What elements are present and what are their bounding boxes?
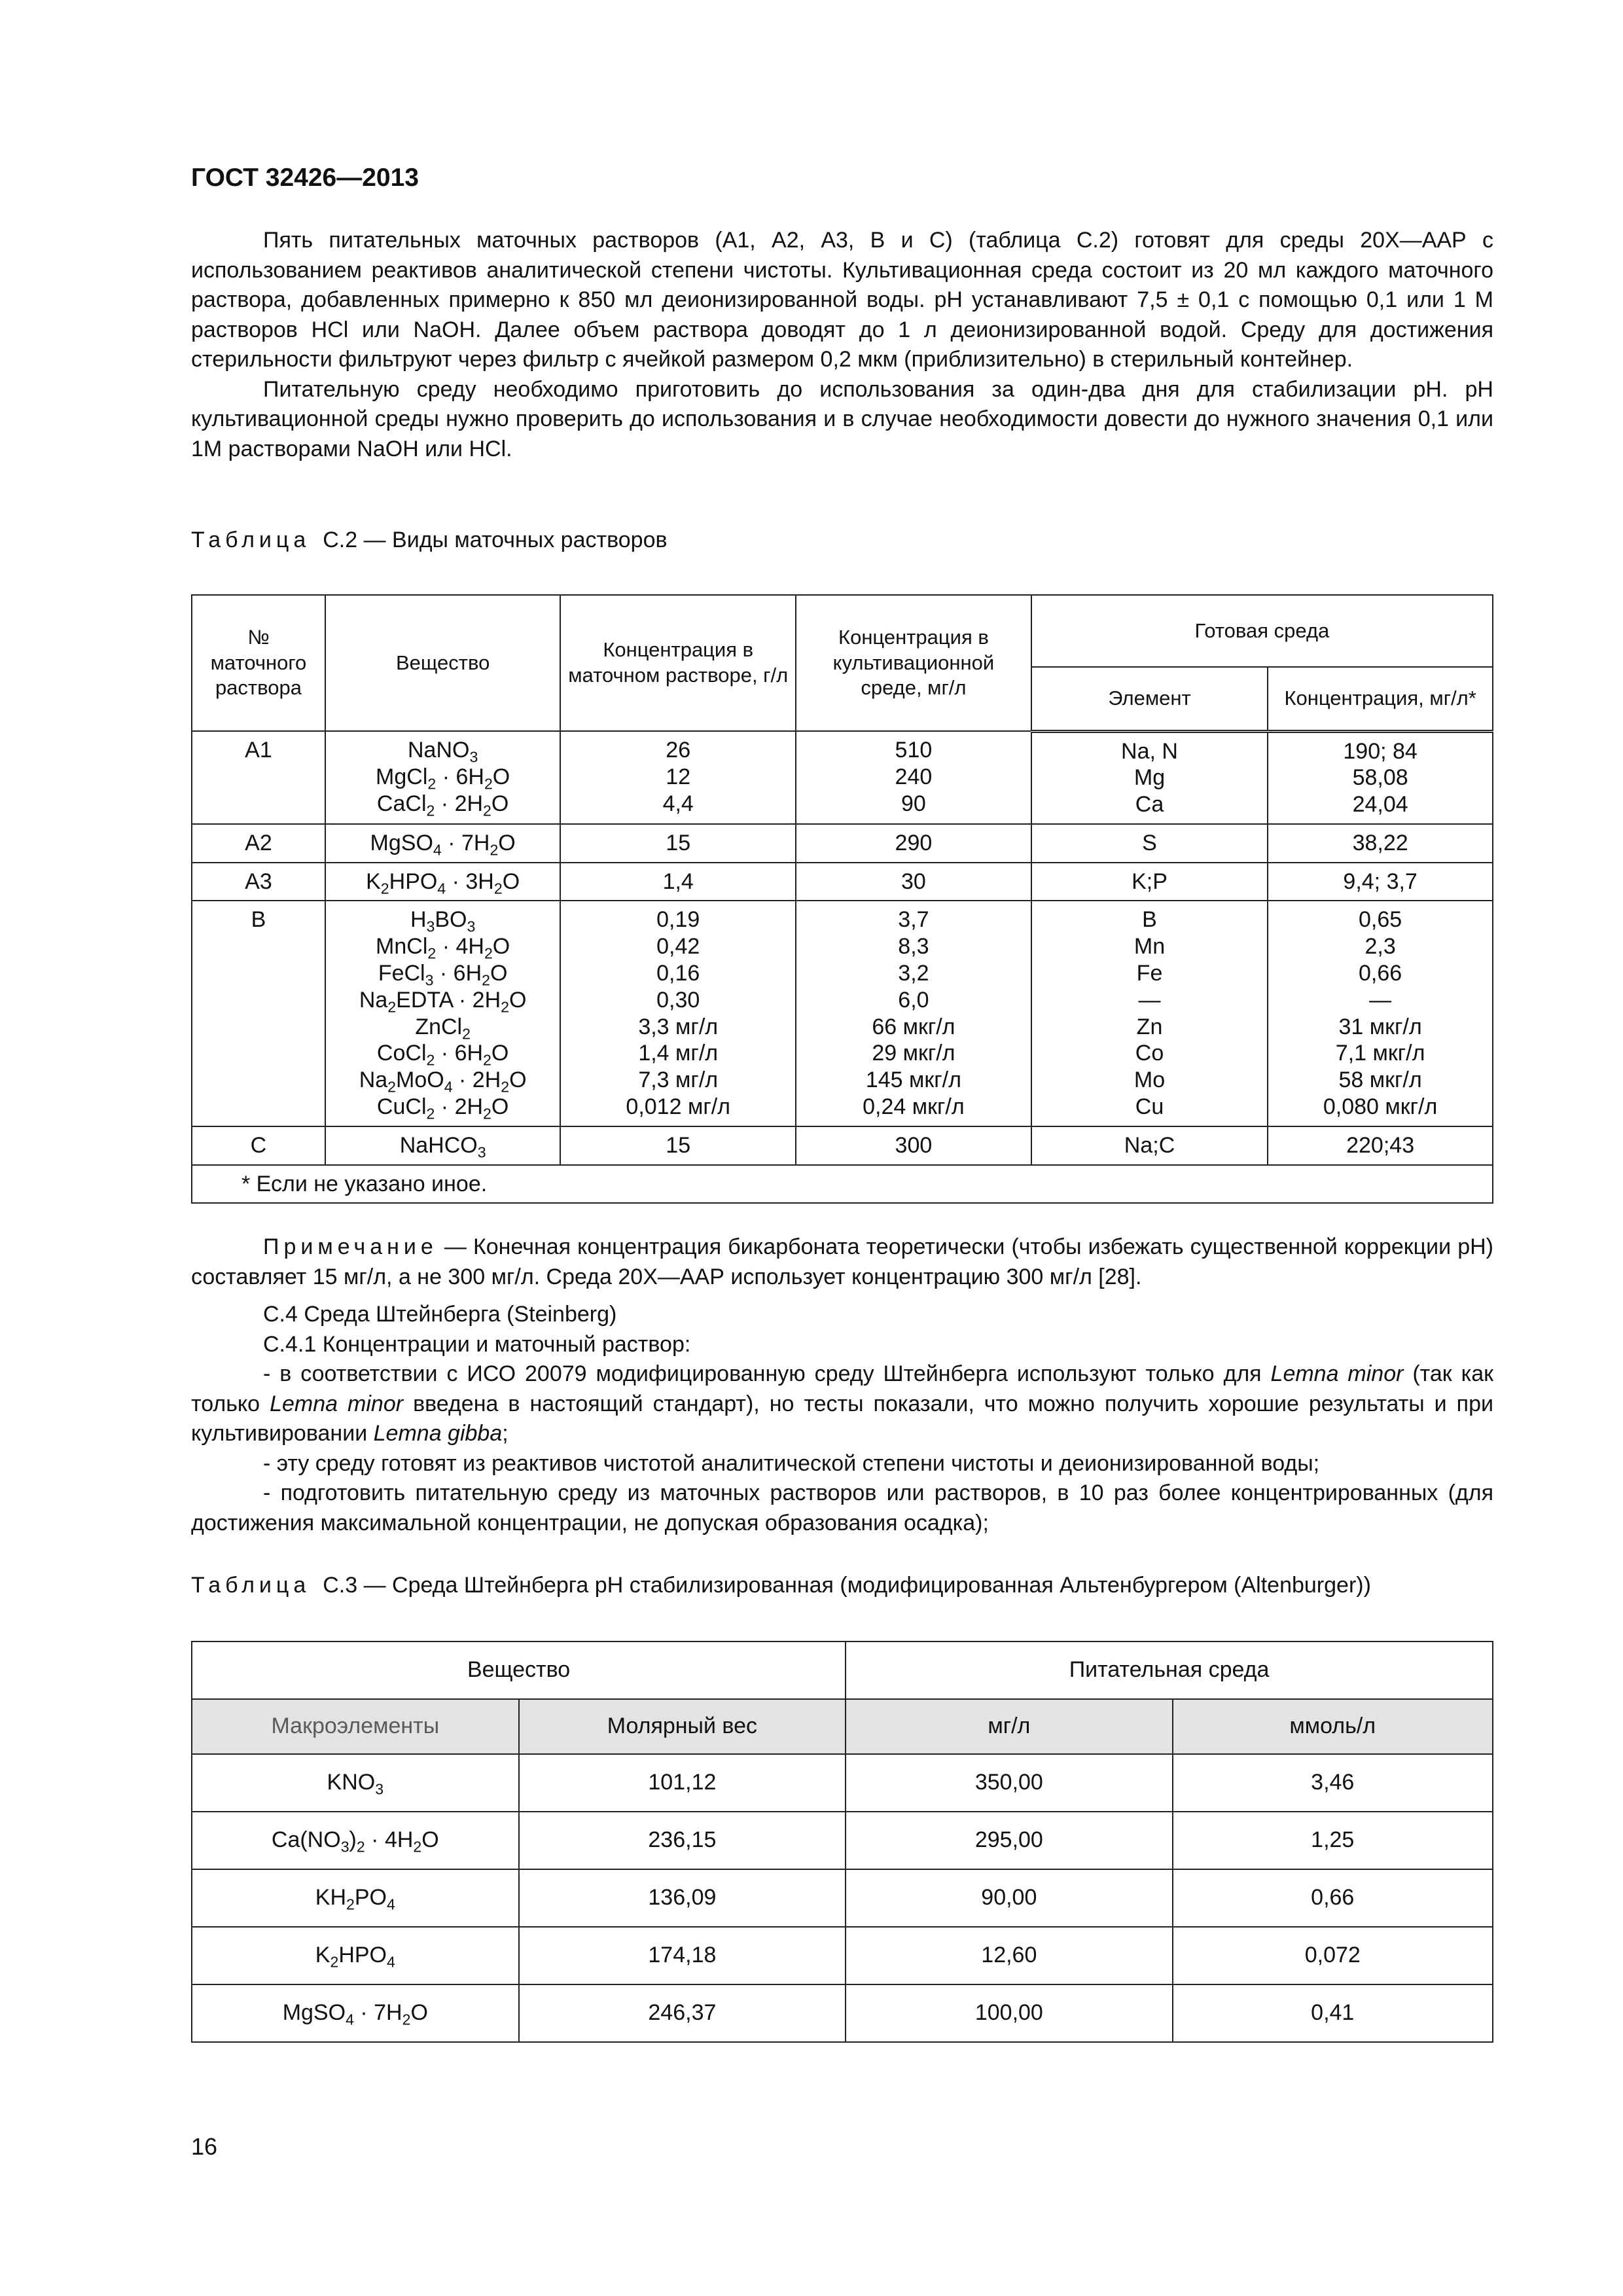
header-conc-culture: Концентрация в культивационной среде, мг/л: [796, 595, 1031, 731]
table-row: [192, 1812, 1493, 1869]
table-row: [192, 1927, 1493, 1984]
cell-line: —: [1369, 987, 1392, 1013]
substance-cell: [325, 824, 560, 863]
cell-line: 8,3: [898, 934, 929, 960]
mgl-cell: 295,00: [846, 1812, 1172, 1869]
culture-conc-cell: [796, 901, 1031, 1126]
cell-line: 7,3 мг/л: [638, 1067, 719, 1093]
stock-id-cell: А3: [192, 863, 325, 901]
header-macro: Макроэлементы: [192, 1699, 519, 1754]
molar-weight-cell: 236,15: [519, 1812, 846, 1869]
table-c2-caption-text: С.2 — Виды маточных растворов: [323, 528, 668, 552]
cell-line: K;P: [1132, 869, 1168, 894]
header-substance: Вещество: [325, 595, 560, 731]
stock-id-cell: А2: [192, 824, 325, 863]
element-cell: [1031, 824, 1268, 863]
after-table-text: [191, 1232, 1493, 1538]
cell-line: 190; 84: [1343, 738, 1418, 764]
cell-line: 0,16: [656, 961, 700, 986]
header-ready: Готовая среда: [1031, 595, 1493, 667]
table-row: [192, 1754, 1493, 1812]
cell-line: Zn: [1136, 1014, 1163, 1039]
note-text: — Конечная концентрация бикарбоната теоретически (чтобы избежать существенной коррекции pH) составляет 15 мг/л, а не 300 мг/л. Среда 20Х—ААР использует концентрацию 300 мг/л [28].: [191, 1234, 1493, 1289]
document-header: ГОСТ 32426—2013: [191, 164, 419, 192]
cell-line: 145 мкг/л: [865, 1067, 961, 1093]
cell-line: 38,22: [1352, 830, 1408, 855]
substance-cell: MgSO$_4$ · $7H_2O$: [192, 1984, 519, 2042]
cell-line: 3,7: [898, 907, 929, 933]
cell-line: 58 мкг/л: [1338, 1067, 1422, 1093]
bullet-item: - подготовить питательную среду из маточных растворов или растворов, в 10 раз более концентрированных (для достижения максимальной концентрации, не допуская образования осадка);: [191, 1480, 1493, 1535]
header-conc-stock: Концентрация в маточном растворе, г/л: [560, 595, 796, 731]
table-c2-wrapper: [191, 594, 1493, 1204]
mmol-cell: 0,41: [1173, 1984, 1493, 2042]
cell-line: 0,012 мг/л: [626, 1094, 731, 1120]
cell-line: 510: [895, 738, 933, 762]
ready-conc-cell: [1268, 863, 1493, 901]
substance-cell: [325, 901, 560, 1126]
cell-line: $Na_2EDTA \cdot 2H_2O$: [359, 987, 527, 1016]
header-num: № маточного раствора: [192, 595, 325, 731]
molar-weight-cell: 101,12: [519, 1754, 846, 1812]
cell-line: 0,66: [1359, 961, 1402, 986]
cell-line: 30: [901, 869, 926, 894]
table-row: [192, 731, 1493, 824]
table-c2: [191, 594, 1493, 1204]
cell-line: 24,04: [1352, 792, 1408, 817]
cell-line: 0,080 мкг/л: [1323, 1094, 1438, 1120]
cell-line: CaCl$_2$ · $2H_2O$: [376, 791, 509, 819]
cell-line: 1,4: [662, 869, 694, 894]
table-row: [192, 863, 1493, 901]
mmol-cell: 0,072: [1173, 1927, 1493, 1984]
section-c4-heading: С.4 Среда Штейнберга (Steinberg): [263, 1302, 617, 1327]
cell-line: 31 мкг/л: [1338, 1014, 1422, 1039]
stock-id-cell: А1: [192, 731, 325, 824]
cell-line: $Na_2MoO_4 \cdot 2H_2O$: [359, 1067, 527, 1096]
cell-line: 66 мкг/л: [872, 1014, 955, 1039]
cell-line: 0,19: [656, 907, 700, 933]
mmol-cell: 1,25: [1173, 1812, 1493, 1869]
molar-weight-cell: 174,18: [519, 1927, 846, 1984]
mgl-cell: 12,60: [846, 1927, 1172, 1984]
stock-conc-cell: [560, 901, 796, 1126]
cell-line: 4,4: [662, 791, 694, 816]
mmol-cell: 0,66: [1173, 1869, 1493, 1927]
culture-conc-cell: [796, 1126, 1031, 1165]
cell-line: CoCl$_2$ · $6H_2O$: [376, 1041, 509, 1069]
culture-conc-cell: [796, 731, 1031, 824]
table-c2-caption-prefix: Таблица: [191, 528, 311, 552]
cell-line: Co: [1135, 1041, 1164, 1066]
table-row: [192, 1869, 1493, 1927]
note-label: Примечание: [263, 1234, 438, 1259]
stock-conc-cell: [560, 863, 796, 901]
table-note: [191, 1232, 1493, 1292]
cell-line: 0,30: [656, 987, 700, 1013]
stock-id-cell: В: [192, 901, 325, 1126]
cell-line: Cu: [1135, 1094, 1164, 1120]
molar-weight-cell: 136,09: [519, 1869, 846, 1927]
cell-line: MgSO$_4$ · $7H_2O$: [370, 830, 516, 859]
mgl-cell: 90,00: [846, 1869, 1172, 1927]
table-c3-body: [192, 1754, 1493, 2042]
cell-line: ZnCl$_2$: [415, 1014, 471, 1043]
cell-line: FeCl$_3$ · $6H_2O$: [378, 961, 508, 989]
mgl-cell: 100,00: [846, 1984, 1172, 2042]
element-cell: [1031, 863, 1268, 901]
stock-id-cell: С: [192, 1126, 325, 1165]
culture-conc-cell: [796, 824, 1031, 863]
cell-line: 58,08: [1352, 765, 1408, 791]
cell-line: 0,65: [1359, 907, 1402, 933]
table-c3-caption-text: С.3 — Среда Штейнберга pH стабилизированная (модифицированная Альтенбургером (Altenburger)): [323, 1573, 1371, 1598]
substance-cell: [325, 1126, 560, 1165]
element-cell: [1031, 901, 1268, 1126]
table-c3-wrapper: [191, 1641, 1493, 2043]
cell-line: 240: [895, 764, 933, 789]
header-element: Элемент: [1031, 667, 1268, 731]
intro-paragraph-2: Питательную среду необходимо приготовить до использования за один-два дня для стабилизации pH. pH культивационной среды нужно проверить до использования и в случае необходимости довести до нужного значения 0,1 или 1М растворами NaOH или HCl.: [191, 376, 1493, 461]
substance-cell: $K_2HPO_4$: [192, 1927, 519, 1984]
header-mgl: мг/л: [846, 1699, 1172, 1754]
bullet-list: [191, 1359, 1493, 1538]
mmol-cell: 3,46: [1173, 1754, 1493, 1812]
cell-line: 3,2: [898, 961, 929, 986]
cell-line: B: [1142, 907, 1157, 933]
cell-line: 3,3 мг/л: [638, 1014, 719, 1039]
intro-paragraph-1: Пять питательных маточных растворов (А1, А2, А3, В и С) (таблица С.2) готовят для среды 20Х—ААР с использованием реактивов аналитической степени чистоты. Культивационная среда состоит из 20 мл каждого маточного раствора, добавленных примерно к 850 мл деионизированной воды. pH устанавливают 7,5 ± 0,1 с помощью 0,1 или 1 М растворов HCl или NaOH. Далее объем раствора доводят до 1 л деионизированной водой. Среду для достижения стерильности фильтруют через фильтр с ячейкой размером 0,2 мкм (приблизительно) в стерильный контейнер.: [191, 228, 1493, 372]
cell-line: 2,3: [1364, 934, 1396, 960]
cell-line: $K_2HPO_4 \cdot 3H_2O$: [366, 869, 520, 897]
cell-line: 220;43: [1346, 1132, 1415, 1158]
table-c2-body: [192, 731, 1493, 1165]
element-cell: [1031, 731, 1268, 824]
intro-text: [191, 226, 1493, 464]
table-c3-caption-prefix: Таблица: [191, 1573, 311, 1598]
header-substance: Вещество: [192, 1641, 846, 1699]
table-c3-caption: [191, 1571, 1493, 1601]
cell-line: 15: [666, 1132, 691, 1158]
culture-conc-cell: [796, 863, 1031, 901]
substance-cell: $KNO_3$: [192, 1754, 519, 1812]
header-molar: Молярный вес: [519, 1699, 846, 1754]
cell-line: CuCl$_2$ · $2H_2O$: [376, 1094, 509, 1122]
cell-line: —: [1138, 987, 1161, 1013]
cell-line: 0,42: [656, 934, 700, 960]
table-c2-caption: [191, 526, 1493, 556]
cell-line: Fe: [1136, 961, 1163, 986]
table-row: [192, 1984, 1493, 2042]
section-c41-heading: С.4.1 Концентрации и маточный раствор:: [263, 1331, 691, 1357]
cell-line: 0,24 мкг/л: [863, 1094, 965, 1120]
substance-cell: $Ca(NO_3)_2 \cdot 4H_2O$: [192, 1812, 519, 1869]
stock-conc-cell: [560, 824, 796, 863]
cell-line: 29 мкг/л: [872, 1041, 955, 1066]
cell-line: Ca: [1135, 792, 1164, 817]
bullet-item: - в соответствии с ИСО 20079 модифицированную среду Штейнберга используют только для Lemna minor (так как только Lemna minor введена в настоящий стандарт), но тесты показали, что можно получить хорошие результаты и при культивировании Lemna gibba;: [191, 1361, 1493, 1446]
page-number: 16: [191, 2133, 218, 2160]
cell-line: MgCl$_2$ · $6H_2O$: [376, 764, 510, 793]
header-mmol: ммоль/л: [1173, 1699, 1493, 1754]
cell-line: Mo: [1133, 1067, 1166, 1093]
substance-cell: $KH_2PO_4$: [192, 1869, 519, 1927]
ready-conc-cell: [1268, 1126, 1493, 1165]
stock-conc-cell: [560, 731, 796, 824]
cell-line: 290: [895, 830, 933, 855]
cell-line: MnCl$_2$ · $4H_2O$: [376, 934, 510, 962]
cell-line: 15: [666, 830, 691, 855]
bullet-item: - эту среду готовят из реактивов чистотой аналитической степени чистоты и деионизированной воды;: [263, 1450, 1320, 1476]
cell-line: 7,1 мкг/л: [1335, 1041, 1425, 1066]
cell-line: 6,0: [898, 987, 929, 1013]
cell-line: Na;C: [1124, 1132, 1175, 1158]
cell-line: 300: [895, 1132, 933, 1158]
cell-line: 12: [666, 764, 691, 789]
cell-line: 26: [666, 738, 691, 762]
table-row: [192, 1126, 1493, 1165]
cell-line: $H_3BO_3$: [410, 907, 476, 935]
table-row: [192, 901, 1493, 1126]
cell-line: Mn: [1133, 934, 1166, 960]
cell-line: 1,4 мг/л: [638, 1041, 719, 1066]
cell-line: 90: [901, 791, 926, 816]
element-cell: [1031, 1126, 1268, 1165]
cell-line: Mg: [1133, 765, 1166, 791]
table-c2-footnote: * Если не указано иное.: [192, 1165, 1493, 1204]
ready-conc-cell: [1268, 901, 1493, 1126]
ready-conc-cell: [1268, 824, 1493, 863]
stock-conc-cell: [560, 1126, 796, 1165]
substance-cell: [325, 863, 560, 901]
table-c3: [191, 1641, 1493, 2043]
cell-line: Na, N: [1121, 738, 1178, 764]
substance-cell: [325, 731, 560, 824]
molar-weight-cell: 246,37: [519, 1984, 846, 2042]
cell-line: NaHCO$_3$: [399, 1132, 486, 1161]
ready-conc-cell: [1268, 731, 1493, 824]
header-medium: Питательная среда: [846, 1641, 1493, 1699]
cell-line: 9,4; 3,7: [1343, 869, 1418, 894]
cell-line: NaNO$_3$: [407, 738, 478, 766]
mgl-cell: 350,00: [846, 1754, 1172, 1812]
table-row: [192, 824, 1493, 863]
cell-line: S: [1142, 830, 1157, 855]
header-conc-ready: Концентрация, мг/л*: [1268, 667, 1493, 731]
